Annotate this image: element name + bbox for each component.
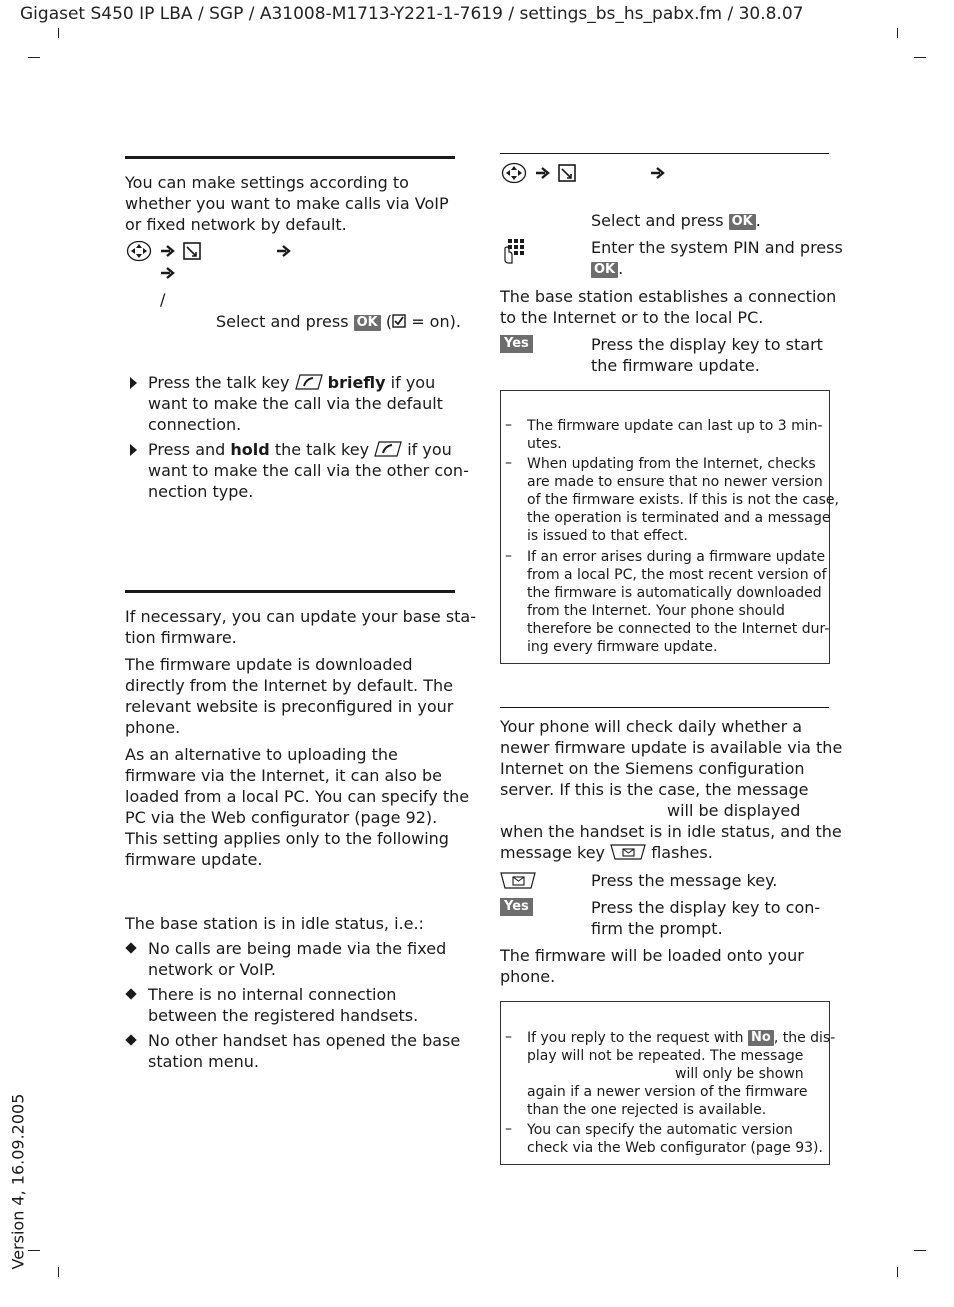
crop-mark <box>58 28 59 38</box>
text-line: Press the display key to con- <box>591 898 821 917</box>
bullet-diamond-icon <box>125 988 136 999</box>
idle-intro: The base station is in idle status, i.e.: <box>125 914 424 933</box>
press-hold-mid: the talk key <box>274 440 370 459</box>
text-line: server. If this is the case, the message <box>500 780 809 799</box>
press-talk-line3: connection. <box>148 415 242 434</box>
dash-bullet: – <box>505 417 512 433</box>
text-line: Internet on the Siemens configuration <box>500 759 805 778</box>
bullet-diamond-icon <box>125 1034 136 1045</box>
text-line: This setting applies only to the following <box>125 829 449 848</box>
checkbox-checked-icon <box>392 314 406 328</box>
press-talk-briefly <box>148 372 458 435</box>
text-line: than the one rejected is available. <box>527 1102 767 1118</box>
hold-text: hold <box>230 440 270 459</box>
start-update-text <box>591 334 823 376</box>
briefly-text: briefly <box>327 373 386 392</box>
talk-key-icon <box>374 440 402 458</box>
bullet-triangle-icon <box>130 444 137 456</box>
settings-menu-icon <box>183 242 201 260</box>
nav-key-icon <box>126 240 152 262</box>
press-hold-line2: want to make the call via the other con- <box>148 461 469 480</box>
text-line: The base station establishes a connection <box>500 287 837 306</box>
text-line: the firmware is automatically downloaded <box>527 585 822 601</box>
text-line: PC via the Web configurator (page 92). <box>125 808 438 827</box>
note-item <box>527 1121 823 1157</box>
dash-bullet: – <box>505 548 512 564</box>
arrow-right-icon <box>276 243 292 259</box>
yes-display-key: Yes <box>500 898 533 916</box>
ok-key: OK <box>729 214 756 230</box>
section-rule <box>125 156 455 159</box>
dash-bullet: – <box>505 1121 512 1137</box>
text-line: again if a newer version of the firmware <box>527 1084 808 1100</box>
bullet-item <box>148 1030 460 1072</box>
message-key-icon <box>500 872 536 890</box>
intro-text: You can make settings according to whether you want to make calls via VoIP or fixed network by default. <box>125 173 449 234</box>
fw-paragraph-3 <box>125 744 469 870</box>
base-connection-text <box>500 286 836 328</box>
talk-key-icon <box>295 373 323 391</box>
text-line: will be displayed <box>667 801 801 820</box>
select-press-line <box>591 210 761 231</box>
bullet-item <box>148 984 418 1026</box>
text-line: If you reply to the request with <box>527 1030 744 1046</box>
text-line: If necessary, you can update your base sta- <box>125 607 477 626</box>
text-line: There is no internal connection <box>148 985 397 1004</box>
slash-text: / <box>160 290 166 309</box>
no-key: No <box>748 1030 774 1046</box>
text-line: You can specify the automatic version <box>527 1122 793 1138</box>
press-talk-text: Press the talk key <box>148 373 290 392</box>
text-line: to the Internet or to the local PC. <box>500 308 764 327</box>
text-line: firmware update. <box>125 850 263 869</box>
text-line: will only be shown <box>675 1066 804 1082</box>
note-item <box>527 455 839 545</box>
version-label: Version 4, 16.09.2005 <box>8 1093 28 1270</box>
daily-check-text <box>500 716 842 863</box>
section-rule <box>500 707 829 708</box>
select-press-text: Select and press <box>216 312 349 331</box>
period-text: . <box>618 259 624 278</box>
press-hold-line3: nection type. <box>148 482 254 501</box>
text-line: from the Internet. Your phone should <box>527 603 785 619</box>
bullet-item <box>148 938 446 980</box>
text-line: firm the prompt. <box>591 919 723 938</box>
message-key-icon <box>610 844 646 860</box>
bullet-triangle-icon <box>130 377 137 389</box>
keypad-icon <box>501 238 525 264</box>
text-line: directly from the Internet by default. The <box>125 676 453 695</box>
text-line: are made to ensure that no newer version <box>527 474 823 490</box>
ok-key: OK <box>591 262 618 278</box>
crop-mark <box>58 1267 59 1277</box>
text-line: If an error arises during a firmware update <box>527 549 826 565</box>
select-press-line <box>216 311 461 332</box>
text-line: phone. <box>125 718 181 737</box>
settings-menu-icon <box>558 164 576 182</box>
note-item <box>527 548 829 656</box>
text-line: is issued to that effect. <box>527 528 688 544</box>
section-rule <box>500 153 829 154</box>
crop-mark <box>28 1250 40 1251</box>
period-text: . <box>755 211 761 230</box>
text-line: the firmware update. <box>591 356 760 375</box>
text-line: from a local PC, the most recent version of <box>527 567 827 583</box>
text-line: play will not be repeated. The message <box>527 1048 804 1064</box>
text-line: station menu. <box>148 1052 259 1071</box>
dash-bullet: – <box>505 455 512 471</box>
text-line: check via the Web configurator (page 93). <box>527 1140 823 1156</box>
fw-paragraph-1 <box>125 606 476 648</box>
text-line: network or VoIP. <box>148 960 276 979</box>
text-line: When updating from the Internet, checks <box>527 456 816 472</box>
arrow-right-icon <box>160 243 176 259</box>
dash-bullet: – <box>505 1029 512 1045</box>
nav-key-icon <box>501 162 527 184</box>
text-line: message key <box>500 843 605 862</box>
text-line: between the registered handsets. <box>148 1006 419 1025</box>
text-line: flashes. <box>651 843 713 862</box>
text-line: tion firmware. <box>125 628 237 647</box>
section-rule <box>125 590 455 593</box>
text-line: loaded from a local PC. You can specify the <box>125 787 470 806</box>
text-line: ing every firmware update. <box>527 639 718 655</box>
crop-mark <box>914 57 926 58</box>
text-line: firmware via the Internet, it can also be <box>125 766 442 785</box>
select-press-text: Select and press <box>591 211 724 230</box>
text-line: No other handset has opened the base <box>148 1031 461 1050</box>
page-header: Gigaset S450 IP LBA / SGP / A31008-M1713-Y221-1-7619 / settings_bs_hs_pabx.fm / 30.8.07 <box>20 4 804 24</box>
paren-text: ( <box>385 312 393 331</box>
text-line: The firmware update can last up to 3 min- <box>527 418 823 434</box>
press-talk-rest: if you <box>390 373 436 392</box>
enter-pin-line <box>591 237 843 279</box>
press-hold-rest: if you <box>407 440 452 459</box>
note-item <box>527 1029 835 1119</box>
crop-mark <box>914 1250 926 1251</box>
text-line: Press the display key to start <box>591 335 823 354</box>
text-line: , the dis- <box>773 1030 836 1046</box>
arrow-right-icon <box>160 265 176 281</box>
text-line: The firmware update is downloaded <box>125 655 413 674</box>
text-line: utes. <box>527 436 562 452</box>
text-line: of the firmware exists. If this is not the case, <box>527 492 839 508</box>
text-line: when the handset is in idle status, and the <box>500 822 842 841</box>
loaded-text <box>500 945 804 987</box>
ok-key: OK <box>354 315 381 331</box>
enter-pin-text: Enter the system PIN and press <box>591 238 843 257</box>
text-line: therefore be connected to the Internet dur- <box>527 621 830 637</box>
fw-paragraph-2 <box>125 654 453 738</box>
text-line: relevant website is preconfigured in your <box>125 697 454 716</box>
press-hold-text: Press and <box>148 440 226 459</box>
yes-display-key: Yes <box>500 335 533 353</box>
confirm-prompt-text <box>591 897 820 939</box>
press-talk-line2: want to make the call via the default <box>148 394 443 413</box>
note-item <box>527 417 823 453</box>
press-message-text: Press the message key. <box>591 871 778 890</box>
crop-mark <box>897 1267 898 1277</box>
crop-mark <box>28 57 40 58</box>
text-line: Your phone will check daily whether a <box>500 717 803 736</box>
arrow-right-icon <box>535 165 551 181</box>
crop-mark <box>897 28 898 38</box>
press-hold-talk <box>148 439 469 502</box>
bullet-diamond-icon <box>125 942 136 953</box>
arrow-right-icon <box>650 165 666 181</box>
text-line: As an alternative to uploading the <box>125 745 398 764</box>
text-line: No calls are being made via the fixed <box>148 939 447 958</box>
text-line: The firmware will be loaded onto your <box>500 946 804 965</box>
text-line: phone. <box>500 967 556 986</box>
text-line: newer firmware update is available via the <box>500 738 843 757</box>
select-press-post: = on). <box>411 312 461 331</box>
text-line: the operation is terminated and a message <box>527 510 831 526</box>
